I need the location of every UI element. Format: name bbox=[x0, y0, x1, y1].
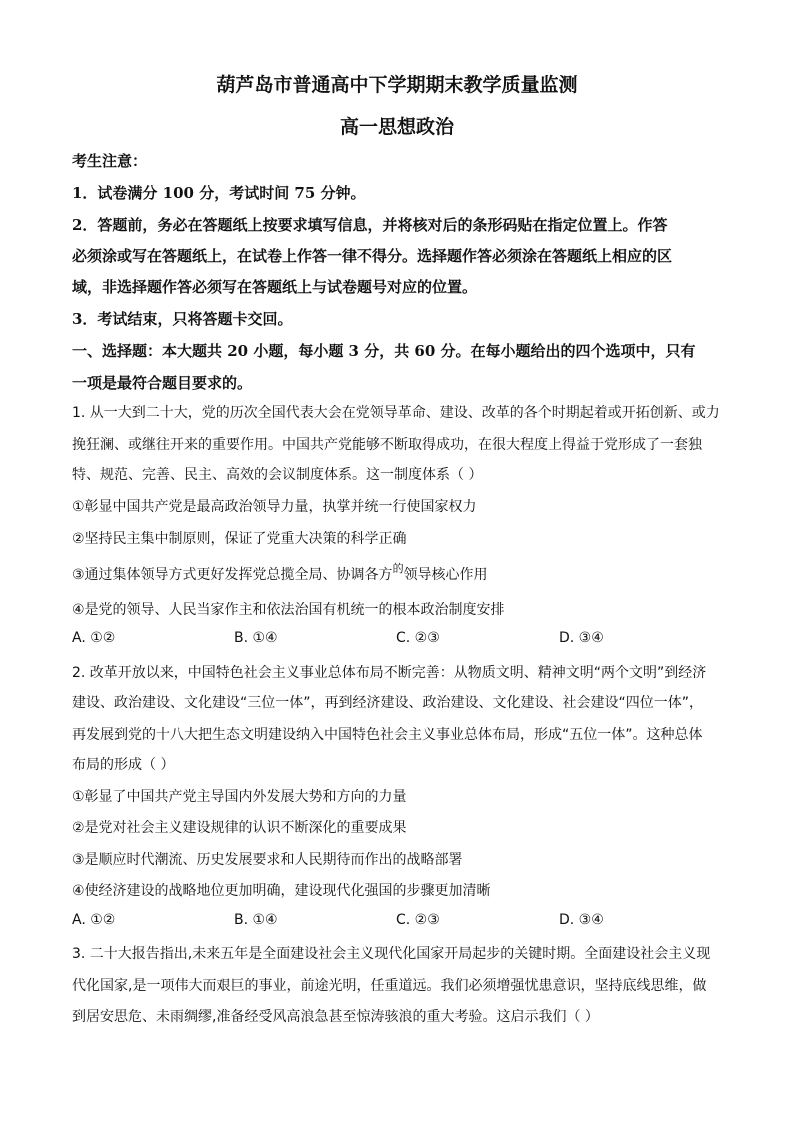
section-heading: 一、选择题：本大题共 20 小题，每小题 3 分，共 60 分。在每小题给出的四个选项中，只有 bbox=[72, 342, 696, 360]
q1-option-a: A. ①② bbox=[72, 630, 116, 646]
q2-stem: 建设、政治建设、文化建设“三位一体”，再到经济建设、政治建设、文化建设、社会建设“四位一体”， bbox=[72, 695, 704, 711]
q1-option-d: D. ③④ bbox=[559, 630, 604, 646]
notice-item: 域，非选择题作答必须写在答题纸上与试卷题号对应的位置。 bbox=[72, 278, 478, 296]
q2-stem: 再发展到党的十八大把生态文明建设纳入中国特色社会主义事业总体布局，形成“五位一体”。这种总体 bbox=[72, 727, 703, 743]
q1-stem: 特、规范、完善、民主、高效的会议制度体系。这一制度体系（ ） bbox=[72, 467, 483, 483]
notice-item: 3．考试结束，只将答题卡交回。 bbox=[72, 310, 293, 328]
q3-stem: 代化国家,是一项伟大而艰巨的事业，前途光明，任重道远。我们必须增强忧患意识，坚持底线思维，做 bbox=[72, 978, 707, 994]
q2-statement: ②是党对社会主义建设规律的认识不断深化的重要成果 bbox=[72, 820, 407, 836]
q1-option-b: B. ①④ bbox=[234, 630, 278, 646]
q2-option-d: D. ③④ bbox=[559, 912, 604, 928]
notice-item: 必须涂或写在答题纸上，在试卷上作答一律不得分。选择题作答必须涂在答题纸上相应的区 bbox=[72, 247, 673, 265]
section-heading-cont: 一项是最符合题目要求的。 bbox=[72, 374, 253, 392]
q2-option-a: A. ①② bbox=[72, 912, 116, 928]
notice-item: 2．答题前，务必在答题纸上按要求填写信息，并将核对后的条形码贴在指定位置上。作答 bbox=[72, 216, 668, 234]
notice-label: 考生注意： bbox=[72, 152, 148, 170]
q1-statement: ③通过集体领导方式更好发挥党总揽全局、协调各方$^的$领导核心作用 bbox=[72, 562, 488, 583]
q2-stem: 2. 改革开放以来，中国特色社会主义事业总体布局不断完善：从物质文明、精神文明“两个文明”到经济 bbox=[72, 665, 707, 681]
q1-stem: 挽狂澜、或继往开来的重要作用。中国共产党能够不断取得成功，在很大程度上得益于党形成了一套独 bbox=[72, 437, 702, 453]
notice-item: 1．试卷满分 100 分，考试时间 75 分钟。 bbox=[72, 184, 366, 202]
q2-statement: ①彰显了中国共产党主导国内外发展大势和方向的力量 bbox=[72, 789, 407, 805]
exam-subject: 高一思想政治 bbox=[339, 116, 454, 138]
q1-statement: ②坚持民主集中制原则，保证了党重大决策的科学正确 bbox=[72, 531, 407, 547]
q1-statement: ④是党的领导、人民当家作主和依法治国有机统一的根本政治制度安排 bbox=[72, 602, 505, 618]
q3-stem: 3. 二十大报告指出,未来五年是全面建设社会主义现代化国家开局起步的关键时期。全面建设社会主义现 bbox=[72, 946, 711, 962]
q2-stem: 布局的形成（ ） bbox=[72, 757, 175, 773]
exam-title: 葫芦岛市普通高中下学期期末教学质量监测 bbox=[216, 74, 578, 96]
q2-option-b: B. ①④ bbox=[234, 912, 278, 928]
q3-stem: 到居安思危、未雨绸缪,准备经受风高浪急甚至惊涛骇浪的重大考验。这启示我们（ ） bbox=[72, 1009, 599, 1025]
q1-statement: ①彰显中国共产党是最高政治领导力量，执掌并统一行使国家权力 bbox=[72, 499, 477, 515]
q1-stem: 1. 从一大到二十大，党的历次全国代表大会在党领导革命、建设、改革的各个时期起着或开拓创新、或力 bbox=[72, 405, 720, 421]
q2-statement: ③是顺应时代潮流、历史发展要求和人民期待而作出的战略部署 bbox=[72, 852, 463, 868]
q2-statement: ④使经济建设的战略地位更加明确，建设现代化强国的步骤更加清晰 bbox=[72, 883, 491, 899]
q2-option-c: C. ②③ bbox=[396, 912, 440, 928]
q1-option-c: C. ②③ bbox=[396, 630, 440, 646]
